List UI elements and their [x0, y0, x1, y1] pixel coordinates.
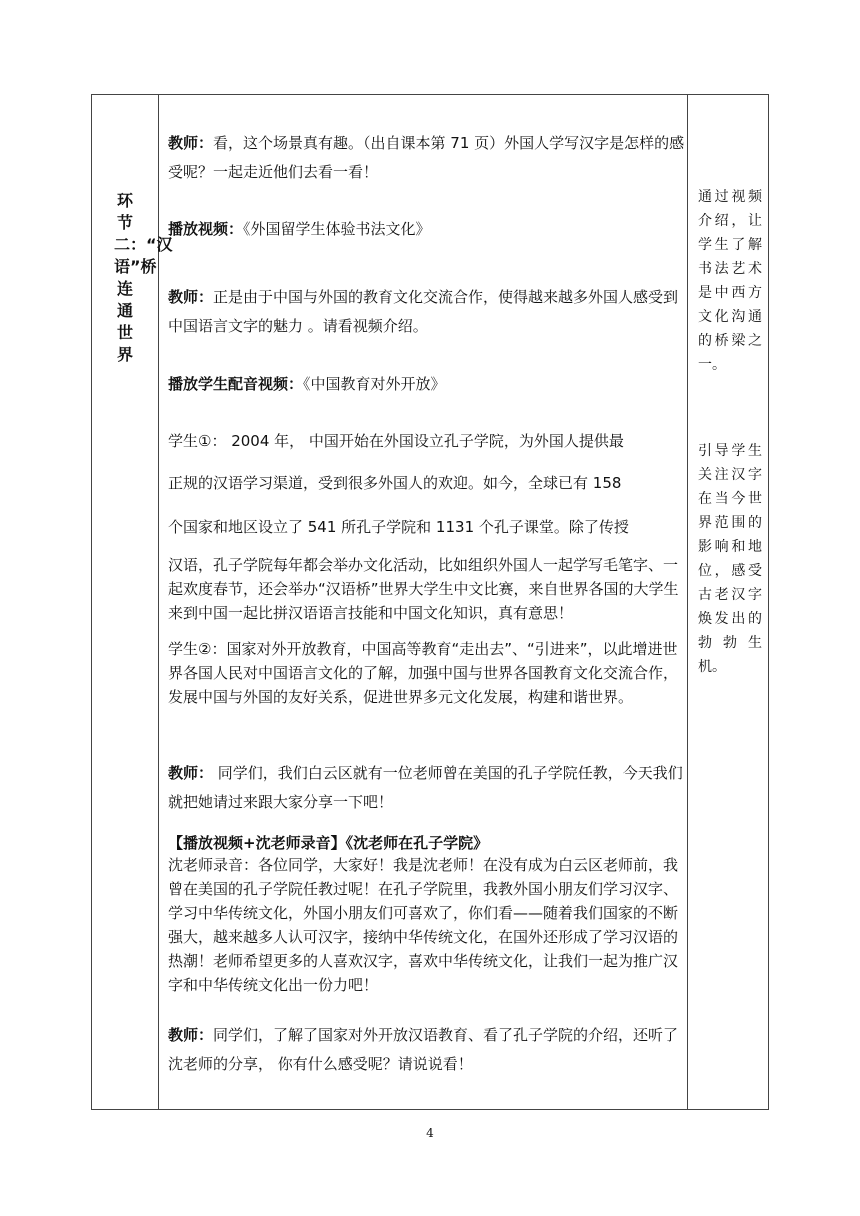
paragraph-label: 教师： [168, 134, 214, 152]
paragraph-text: 《外国留学生体验书法文化》 [243, 220, 431, 238]
paragraph-label: 教师： [168, 764, 214, 782]
paragraph-text: 学生①： 2004 年， 中国开始在外国设立孔子学院，为外国人提供最 [168, 432, 624, 450]
design-note: 通过视频介绍，让学生了解书法艺术是中西方文化沟通的桥梁之一。 [698, 189, 762, 373]
section-column [92, 95, 173, 1109]
paragraph-text: 正规的汉语学习渠道，受到很多外国人的欢迎。如今，全球已有 158 [168, 474, 622, 492]
paragraph-text: 同学们，了解了国家对外开放汉语教育、看了孔子学院的介绍，还听了沈老师的分享， 你有什么感受呢？请说说看！ [168, 1026, 679, 1073]
page-number: 4 [426, 1126, 434, 1140]
paragraph-text: 同学们，我们白云区就有一位老师曾在美国的孔子学院任教，今天我们就把她请过来跟大家分享一下吧！ [168, 764, 683, 811]
paragraph [168, 513, 688, 542]
paragraph-text: 学生②：国家对外开放教育，中国高等教育“走出去”、“引进来”，以此增进世界各国人民对中国语言文化的了解，加强中国与世界各国教育文化交流合作，发展中国与外国的友好关系，促进世界多元文化发展，构建和谐世界。 [168, 640, 679, 706]
paragraph [168, 283, 688, 341]
lesson-table [91, 94, 769, 1110]
paragraph-text: 个国家和地区设立了 541 所孔子学院和 1131 个孔子课堂。除了传授 [168, 518, 629, 536]
paragraph-text: 正是由于中国与外国的教育文化交流合作，使得越来越多外国人感受到中国语言文字的魅力 。请看视频介绍。 [168, 288, 679, 335]
paragraph [168, 427, 688, 456]
paragraph-text: 《中国教育对外开放》 [303, 375, 446, 393]
design-note: 引导学生关注汉字在当今世界范围的影响和地位，感受古老汉字焕发出的勃勃生机。 [698, 443, 762, 675]
paragraph-label: 播放视频： [168, 220, 244, 238]
paragraph-label: 教师： [168, 1026, 214, 1044]
paragraph-label: 播放学生配音视频： [168, 375, 304, 393]
paragraph-text: 汉语，孔子学院每年都会举办文化活动，比如组织外国人一起学写毛笔字、一起欢度春节，还会举办“汉语桥”世界大学生中文比赛，来自世界各国的大学生来到中国一起比拼汉语语言技能和中国文化知识，真有意思！ [168, 556, 679, 622]
paragraph-label: 【播放视频+沈老师录音】《沈老师在孔子学院》 [168, 834, 489, 852]
paragraph [168, 129, 688, 187]
paragraph-text: 看，这个场景真有趣。（出自课本第 71 页）外国人学写汉字是怎样的感受呢？一起走近他们去看一看！ [168, 134, 685, 181]
section-title: 环节二：“汉语”桥连通世界 [114, 191, 173, 364]
paragraph [168, 553, 688, 625]
paragraph [168, 759, 688, 817]
paragraph [168, 1021, 688, 1079]
paragraph [168, 637, 688, 709]
paragraph [168, 853, 688, 997]
paragraph [168, 370, 688, 399]
paragraph-label: 教师： [168, 288, 214, 306]
paragraph [168, 215, 688, 244]
paragraph [168, 469, 688, 498]
paragraph-text: 沈老师录音：各位同学，大家好！我是沈老师！在没有成为白云区老师前，我曾在美国的孔子学院任教过呢！在孔子学院里，我教外国小朋友们学习汉字、学习中华传统文化，外国小朋友们可喜欢了，你们看——随着我们国家的不断强大，越来越多人认可汉字，接纳中华传统文化，在国外还形成了学习汉语的热潮！老师希望更多的人喜欢汉字，喜欢中华传统文化，让我们一起为推广汉字和中华传统文化出一份力吧！ [168, 856, 679, 994]
